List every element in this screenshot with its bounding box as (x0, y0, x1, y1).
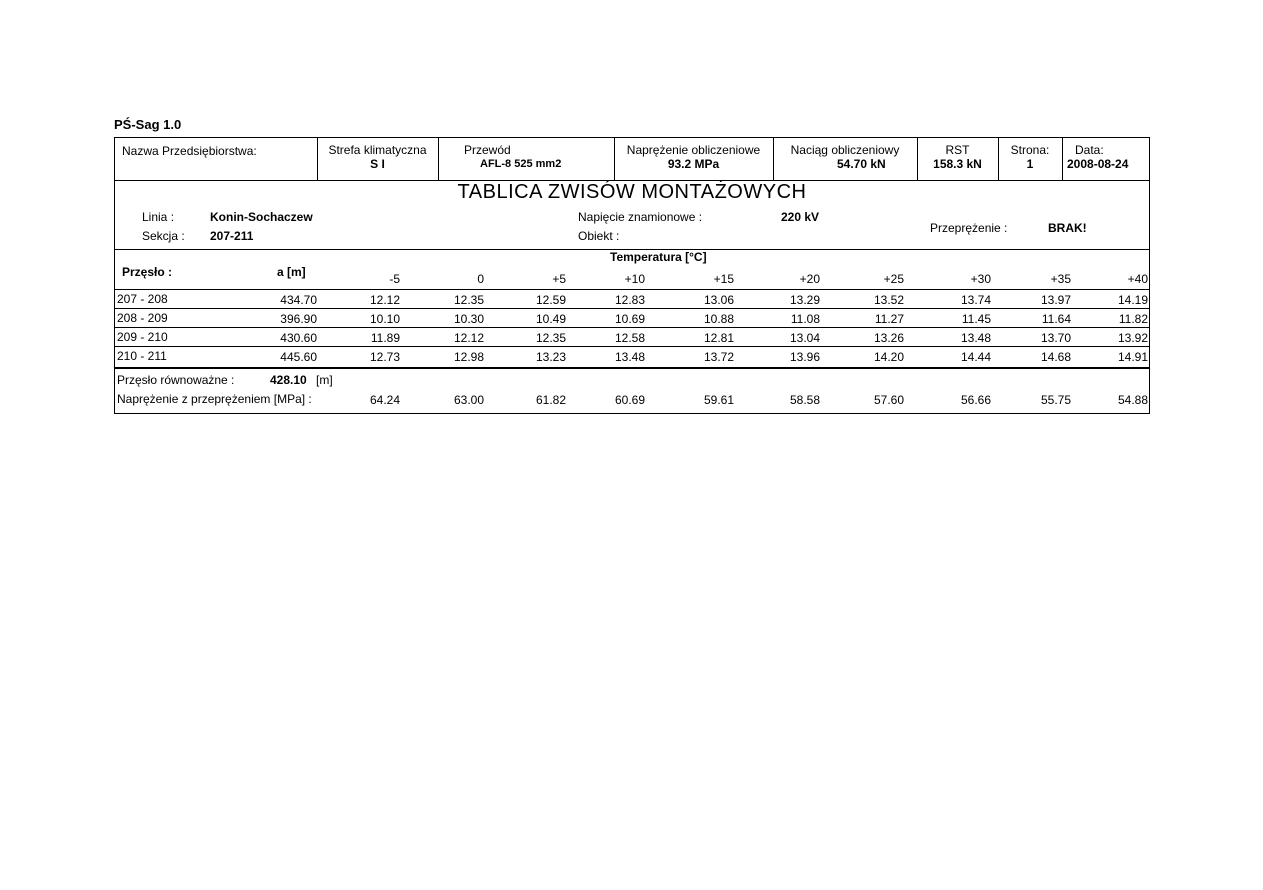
object-label: Obiekt : (578, 229, 620, 243)
sag-value-cell: 12.35 (453, 293, 484, 307)
a-cell: 430.60 (280, 331, 317, 345)
sag-value-cell: 14.44 (960, 350, 991, 364)
a-cell: 445.60 (280, 350, 317, 364)
row-divider (115, 327, 1149, 328)
a-cell: 396.90 (280, 312, 317, 326)
stress-value-cell: 61.82 (535, 393, 566, 407)
sag-value-cell: 13.92 (1117, 331, 1148, 345)
sag-value-cell: 13.48 (960, 331, 991, 345)
sag-value-cell: 13.06 (703, 293, 734, 307)
date-value: 2008-08-24 (1067, 157, 1129, 171)
stress-value-cell: 54.88 (1117, 393, 1148, 407)
sag-value-cell: 14.91 (1117, 350, 1148, 364)
footer-stress-label: Naprężenie z przeprężeniem [MPa] : (117, 392, 312, 406)
sag-value-cell: 13.96 (789, 350, 820, 364)
sag-value-cell: 12.12 (453, 331, 484, 345)
stress-value-cell: 63.00 (453, 393, 484, 407)
tension-value: 54.70 kN (837, 157, 886, 171)
tension-label: Naciąg obliczeniowy (790, 143, 900, 157)
sag-value-cell: 12.83 (614, 293, 645, 307)
conductor-value: AFL-8 525 mm2 (480, 158, 562, 170)
temperature-header: +25 (883, 272, 904, 286)
stress-value-cell: 56.66 (960, 393, 991, 407)
rst-label: RST (945, 143, 970, 157)
line-value: Konin-Sochaczew (210, 210, 313, 224)
stress-value-cell: 64.24 (369, 393, 400, 407)
temperature-header: +35 (1050, 272, 1071, 286)
sag-value-cell: 12.81 (703, 331, 734, 345)
temperature-header: +10 (624, 272, 645, 286)
span-cell: 210 - 211 (117, 349, 167, 363)
temperature-label: Temperatura [°C] (610, 250, 707, 264)
sag-value-cell: 13.26 (873, 331, 904, 345)
sag-value-cell: 12.58 (614, 331, 645, 345)
equiv-span-label: Przęsło równoważne : (117, 373, 235, 387)
sag-value-cell: 11.08 (790, 312, 820, 326)
stress-value-cell: 59.61 (703, 393, 734, 407)
zone-value: S I (370, 157, 385, 171)
sag-value-cell: 12.59 (535, 293, 566, 307)
prestress-value: BRAK! (1048, 221, 1087, 235)
section-label: Sekcja : (142, 229, 185, 243)
row-divider (115, 346, 1149, 347)
equiv-span-unit: [m] (316, 373, 333, 387)
app-title: PŚ-Sag 1.0 (114, 117, 182, 132)
stress-value-cell: 58.58 (789, 393, 820, 407)
span-column-header: Przęsło : (122, 265, 173, 279)
sag-value-cell: 13.29 (789, 293, 820, 307)
sag-value-cell: 13.48 (614, 350, 645, 364)
sag-value-cell: 11.82 (1118, 312, 1148, 326)
voltage-value: 220 kV (781, 210, 820, 224)
span-cell: 207 - 208 (117, 292, 168, 306)
row-divider (115, 308, 1149, 309)
sag-value-cell: 10.49 (535, 312, 566, 326)
sag-value-cell: 13.74 (960, 293, 991, 307)
sag-value-cell: 10.10 (369, 312, 400, 326)
sag-value-cell: 12.98 (453, 350, 484, 364)
rst-value: 158.3 kN (933, 157, 982, 171)
conductor-label: Przewód (464, 143, 511, 157)
sag-value-cell: 13.72 (703, 350, 734, 364)
page-value: 1 (1026, 157, 1034, 171)
page-label: Strona: (1010, 143, 1050, 157)
sag-value-cell: 14.68 (1040, 350, 1071, 364)
stress-label: Naprężenie obliczeniowe (626, 143, 761, 157)
sag-value-cell: 12.35 (535, 331, 566, 345)
temperature-header: +40 (1127, 272, 1148, 286)
stress-value-cell: 55.75 (1040, 393, 1071, 407)
sag-value-cell: 10.88 (703, 312, 734, 326)
stress-value-cell: 57.60 (873, 393, 904, 407)
prestress-label: Przeprężenie : (930, 221, 1008, 235)
sag-table-frame (114, 137, 1150, 414)
sag-value-cell: 10.30 (453, 312, 484, 326)
stress-value: 93.2 MPa (667, 157, 720, 171)
sag-value-cell: 12.73 (369, 350, 400, 364)
sag-value-cell: 14.20 (873, 350, 904, 364)
sag-value-cell: 11.64 (1041, 312, 1071, 326)
zone-label: Strefa klimatyczna (328, 143, 427, 157)
stress-value-cell: 60.69 (614, 393, 645, 407)
sag-value-cell: 10.69 (614, 312, 645, 326)
date-label: Data: (1075, 143, 1104, 157)
sag-value-cell: 13.97 (1040, 293, 1071, 307)
a-cell: 434.70 (280, 293, 317, 307)
sag-value-cell: 13.04 (789, 331, 820, 345)
sag-value-cell: 13.23 (535, 350, 566, 364)
voltage-label: Napięcie znamionowe : (578, 210, 703, 224)
temperature-header: +5 (552, 272, 566, 286)
document-title: TABLICA ZWISÓW MONTAŻOWYCH (457, 181, 807, 203)
temperature-header: +20 (799, 272, 820, 286)
sag-value-cell: 12.12 (369, 293, 400, 307)
equiv-span-value: 428.10 (270, 373, 307, 387)
temperature-header: +15 (713, 272, 734, 286)
sag-value-cell: 11.89 (370, 331, 400, 345)
sag-value-cell: 13.70 (1040, 331, 1071, 345)
temperature-header: 0 (477, 272, 484, 286)
a-column-header: a [m] (277, 265, 306, 279)
sag-value-cell: 11.45 (961, 312, 991, 326)
span-cell: 209 - 210 (117, 330, 168, 344)
sag-value-cell: 11.27 (874, 312, 904, 326)
temperature-header: -5 (389, 272, 400, 286)
sag-value-cell: 13.52 (873, 293, 904, 307)
company-label: Nazwa Przedsiębiorstwa: (122, 144, 257, 158)
line-label: Linia : (142, 210, 175, 224)
span-cell: 208 - 209 (117, 311, 168, 325)
sag-value-cell: 14.19 (1117, 293, 1148, 307)
section-value: 207-211 (210, 229, 254, 243)
temperature-header: +30 (970, 272, 991, 286)
